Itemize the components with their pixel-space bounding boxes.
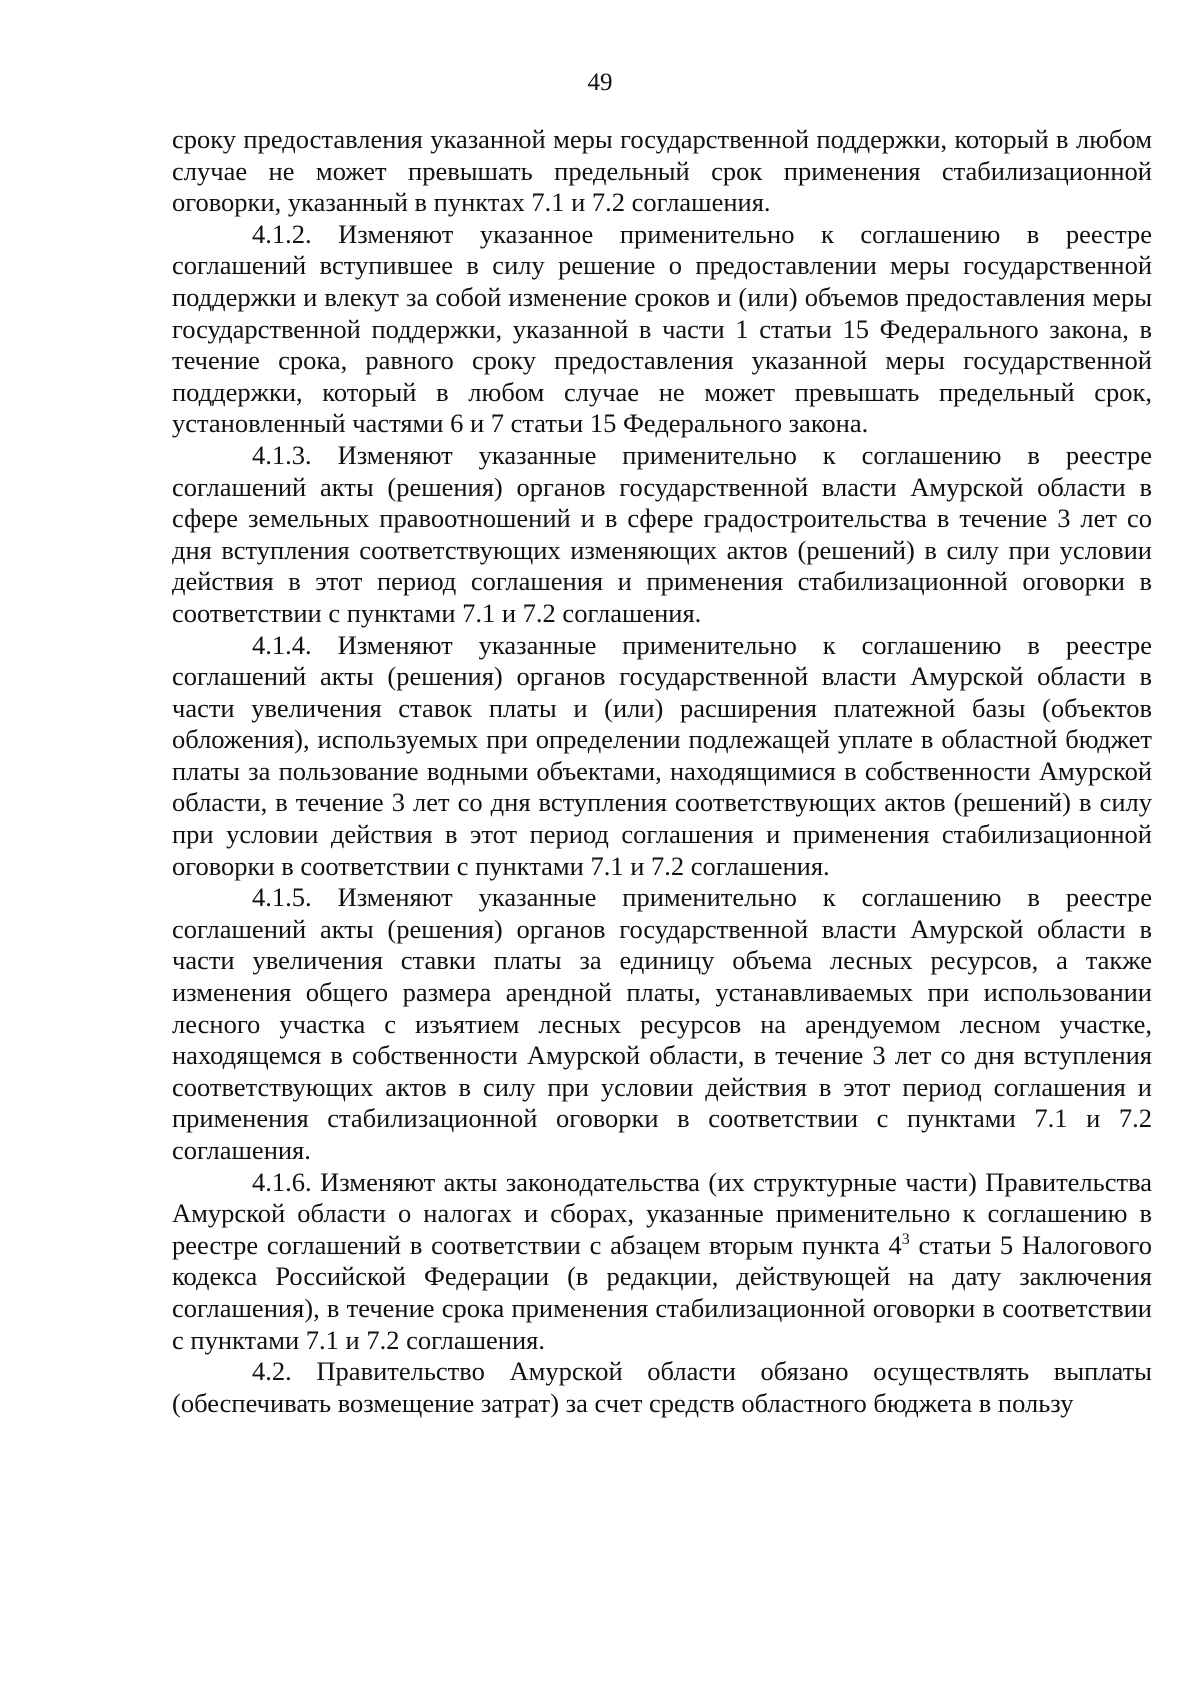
paragraph-4-1-6-before: 4.1.6. Изменяют акты законодательства (их структурные части) Правительства Амурской области о налогах и сборах, указанные применительно к соглашению в реестре соглашений в соответствии с абзацем вторым пункта 4 <box>172 1166 1152 1260</box>
document-body <box>172 124 1152 1419</box>
paragraph-4-1-4: 4.1.4. Изменяют указанные применительно к соглашению в реестре соглашений акты (решения) органов государственной власти Амурской области в части увеличения ставок платы и (или) расширения платежной базы (объектов обложения), используемых при определении подлежащей уплате в областной бюджет платы за пользование водными объектами, находящимися в собственности Амурской области, в течение 3 лет со дня вступления соответствующих актов (решений) в силу при условии действия в этот период соглашения и применения стабилизационной оговорки в соответствии с пунктами 7.1 и 7.2 соглашения. <box>172 629 1152 881</box>
paragraph-4-1-6-after: статьи 5 Налогового кодекса Российской Федерации (в редакции, действующей на дату заключения соглашения), в течение срока применения стабилизационной оговорки в соответствии с пунктами 7.1 и 7.2 соглашения. <box>172 1229 1152 1355</box>
paragraph-4-1-6-superscript: 3 <box>901 1230 910 1248</box>
paragraph-4-1-3: 4.1.3. Изменяют указанные применительно к соглашению в реестре соглашений акты (решения) органов государственной власти Амурской области в сфере земельных правоотношений и в сфере градостроительства в течение 3 лет со дня вступления соответствующих изменяющих актов (решений) в силу при условии действия в этот период соглашения и применения стабилизационной оговорки в соответствии с пунктами 7.1 и 7.2 соглашения. <box>172 439 1152 628</box>
paragraph-4-1-5: 4.1.5. Изменяют указанные применительно к соглашению в реестре соглашений акты (решения) органов государственной власти Амурской области в части увеличения ставки платы за единицу объема лесных ресурсов, а также изменения общего размера арендной платы, устанавливаемых при использовании лесного участка с изъятием лесных ресурсов на арендуемом лесном участке, находящемся в собственности Амурской области, в течение 3 лет со дня вступления соответствующих актов в силу при условии действия в этот период соглашения и применения стабилизационной оговорки в соответствии с пунктами 7.1 и 7.2 соглашения. <box>172 882 1152 1165</box>
paragraph-4-2: 4.2. Правительство Амурской области обязано осуществлять выплаты (обеспечивать возмещение затрат) за счет средств областного бюджета в пользу <box>172 1356 1152 1418</box>
paragraph-continuation: сроку предоставления указанной меры государственной поддержки, который в любом случае не может превышать предельный срок применения стабилизационной оговорки, указанный в пунктах 7.1 и 7.2 соглашения. <box>172 124 1152 218</box>
paragraph-4-1-2: 4.1.2. Изменяют указанное применительно к соглашению в реестре соглашений вступившее в силу решение о предоставлении меры государственной поддержки и влекут за собой изменение сроков и (или) объемов предоставления меры государственной поддержки, указанной в части 1 статьи 15 Федерального закона, в течение срока, равного сроку предоставления указанной меры государственной поддержки, который в любом случае не может превышать предельный срок, установленный частями 6 и 7 статьи 15 Федерального закона. <box>172 218 1152 439</box>
paragraph-4-1-6 <box>172 1167 1152 1357</box>
page-number: 49 <box>587 69 613 96</box>
